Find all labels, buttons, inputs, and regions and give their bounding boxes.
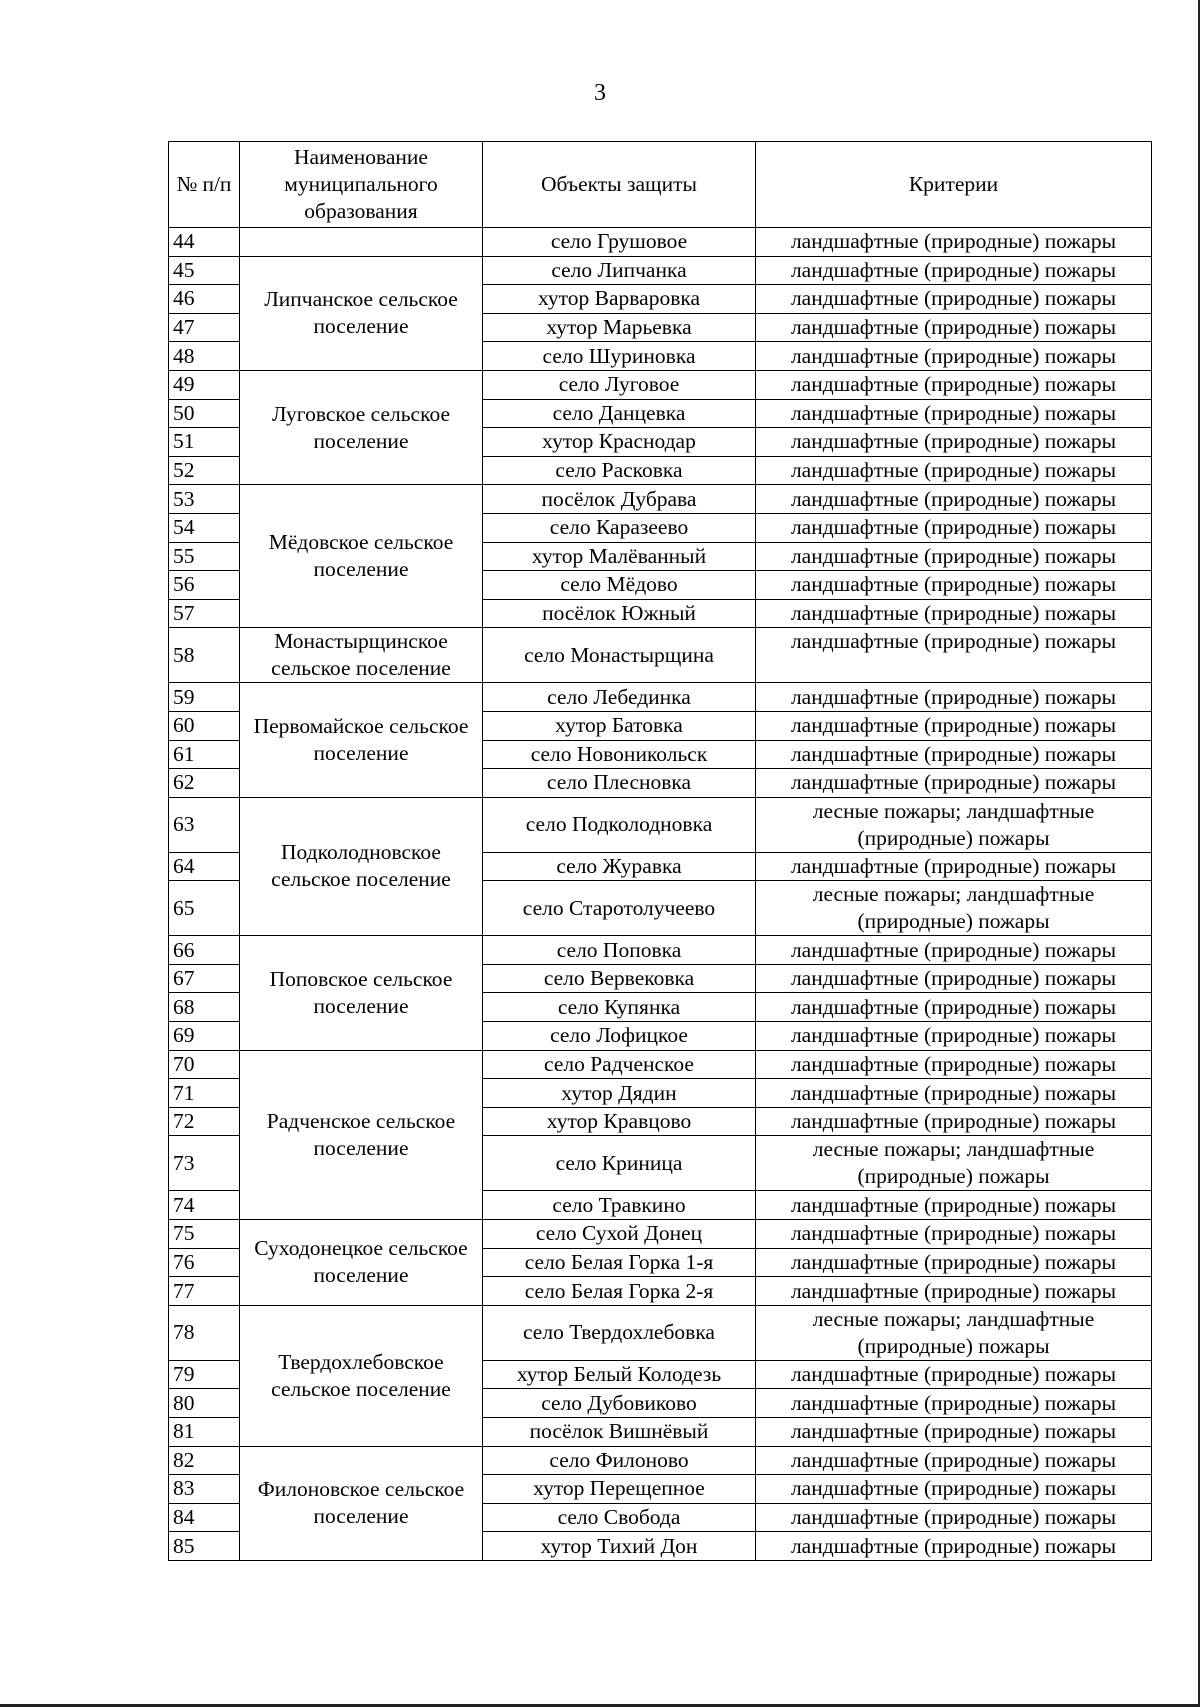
- protection-object: село Лофицкое: [483, 1022, 756, 1051]
- table-row: [169, 485, 1152, 514]
- header-municipality: Наименование муниципального образования: [240, 142, 483, 228]
- row-number: 49: [169, 370, 240, 399]
- protection-object: село Вервековка: [483, 964, 756, 993]
- table-header-row: [169, 142, 1152, 228]
- protection-object: хутор Кравцово: [483, 1107, 756, 1136]
- protection-object: хутор Белый Колодезь: [483, 1360, 756, 1389]
- protection-object: село Свобода: [483, 1503, 756, 1532]
- protection-object: село Данцевка: [483, 399, 756, 428]
- criteria: лесные пожары; ландшафтные (природные) пожары: [756, 1136, 1152, 1191]
- criteria: ландшафтные (природные) пожары: [756, 1107, 1152, 1136]
- row-number: 63: [169, 797, 240, 852]
- row-number: 53: [169, 485, 240, 514]
- criteria: ландшафтные (природные) пожары: [756, 228, 1152, 257]
- row-number: 58: [169, 628, 240, 683]
- row-number: 50: [169, 399, 240, 428]
- header-objects: Объекты защиты: [483, 142, 756, 228]
- row-number: 51: [169, 428, 240, 457]
- municipality-name: Суходонецкое сельское поселение: [240, 1220, 483, 1306]
- table-row: [169, 628, 1152, 683]
- table-row: [169, 1446, 1152, 1475]
- header-num: № п/п: [169, 142, 240, 228]
- page-number: 3: [594, 80, 606, 106]
- row-number: 59: [169, 683, 240, 712]
- protection-object: село Лебединка: [483, 683, 756, 712]
- protection-object: село Новоникольск: [483, 740, 756, 769]
- protection-object: село Расковка: [483, 456, 756, 485]
- criteria: ландшафтные (природные) пожары: [756, 1022, 1152, 1051]
- protection-object: село Сухой Донец: [483, 1220, 756, 1249]
- row-number: 66: [169, 936, 240, 965]
- criteria: ландшафтные (природные) пожары: [756, 542, 1152, 571]
- table-body: [169, 228, 1152, 1561]
- criteria: ландшафтные (природные) пожары: [756, 1220, 1152, 1249]
- criteria: ландшафтные (природные) пожары: [756, 1050, 1152, 1079]
- row-number: 78: [169, 1305, 240, 1360]
- table-row: [169, 797, 1152, 852]
- row-number: 84: [169, 1503, 240, 1532]
- protection-object: хутор Перещепное: [483, 1475, 756, 1504]
- table-row: [169, 228, 1152, 257]
- protection-object: село Белая Горка 2-я: [483, 1277, 756, 1306]
- municipality-name: Мёдовское сельское поселение: [240, 485, 483, 628]
- criteria: лесные пожары; ландшафтные (природные) пожары: [756, 881, 1152, 936]
- criteria: ландшафтные (природные) пожары: [756, 313, 1152, 342]
- protection-object: хутор Марьевка: [483, 313, 756, 342]
- row-number: 82: [169, 1446, 240, 1475]
- table-row: [169, 1050, 1152, 1079]
- protection-object: село Шуриновка: [483, 342, 756, 371]
- protection-object: село Мёдово: [483, 571, 756, 600]
- row-number: 44: [169, 228, 240, 257]
- criteria: ландшафтные (природные) пожары: [756, 456, 1152, 485]
- municipality-name: Твердохлебовское сельское поселение: [240, 1305, 483, 1446]
- municipality-name: Филоновское сельское поселение: [240, 1446, 483, 1560]
- protection-object: село Журавка: [483, 852, 756, 881]
- municipality-name: Монастырщинское сельское поселение: [240, 628, 483, 683]
- protection-object: село Грушовое: [483, 228, 756, 257]
- criteria: ландшафтные (природные) пожары: [756, 485, 1152, 514]
- criteria: ландшафтные (природные) пожары: [756, 1079, 1152, 1108]
- criteria: ландшафтные (природные) пожары: [756, 1248, 1152, 1277]
- criteria: ландшафтные (природные) пожары: [756, 769, 1152, 798]
- protection-object: село Луговое: [483, 370, 756, 399]
- table-row: [169, 936, 1152, 965]
- protection-object: посёлок Южный: [483, 599, 756, 628]
- criteria: ландшафтные (природные) пожары: [756, 852, 1152, 881]
- protection-object: село Криница: [483, 1136, 756, 1191]
- row-number: 75: [169, 1220, 240, 1249]
- criteria: ландшафтные (природные) пожары: [756, 342, 1152, 371]
- protection-object: село Купянка: [483, 993, 756, 1022]
- protection-object: село Травкино: [483, 1191, 756, 1220]
- protection-object: село Старотолучеево: [483, 881, 756, 936]
- criteria: ландшафтные (природные) пожары: [756, 1389, 1152, 1418]
- criteria: ландшафтные (природные) пожары: [756, 1446, 1152, 1475]
- protection-object: село Белая Горка 1-я: [483, 1248, 756, 1277]
- row-number: 45: [169, 256, 240, 285]
- protection-object: хутор Дядин: [483, 1079, 756, 1108]
- criteria: ландшафтные (природные) пожары: [756, 1503, 1152, 1532]
- criteria: ландшафтные (природные) пожары: [756, 599, 1152, 628]
- protection-object: село Твердохлебовка: [483, 1305, 756, 1360]
- row-number: 72: [169, 1107, 240, 1136]
- protection-object: посёлок Вишнёвый: [483, 1418, 756, 1447]
- row-number: 80: [169, 1389, 240, 1418]
- criteria: ландшафтные (природные) пожары: [756, 740, 1152, 769]
- row-number: 73: [169, 1136, 240, 1191]
- table-row: [169, 683, 1152, 712]
- protection-object: село Липчанка: [483, 256, 756, 285]
- criteria: ландшафтные (природные) пожары: [756, 1532, 1152, 1561]
- protection-object: село Каразеево: [483, 513, 756, 542]
- municipality-name: [240, 228, 483, 257]
- criteria: лесные пожары; ландшафтные (природные) пожары: [756, 797, 1152, 852]
- row-number: 77: [169, 1277, 240, 1306]
- criteria: ландшафтные (природные) пожары: [756, 399, 1152, 428]
- table-row: [169, 370, 1152, 399]
- row-number: 55: [169, 542, 240, 571]
- criteria: ландшафтные (природные) пожары: [756, 1191, 1152, 1220]
- protection-object: хутор Малёванный: [483, 542, 756, 571]
- criteria: лесные пожары; ландшафтные (природные) пожары: [756, 1305, 1152, 1360]
- criteria: ландшафтные (природные) пожары: [756, 571, 1152, 600]
- row-number: 62: [169, 769, 240, 798]
- criteria: ландшафтные (природные) пожары: [756, 285, 1152, 314]
- row-number: 60: [169, 711, 240, 740]
- row-number: 54: [169, 513, 240, 542]
- protection-object: село Радченское: [483, 1050, 756, 1079]
- protection-object: село Дубовиково: [483, 1389, 756, 1418]
- row-number: 57: [169, 599, 240, 628]
- row-number: 74: [169, 1191, 240, 1220]
- protection-objects-table: [168, 141, 1152, 1561]
- row-number: 46: [169, 285, 240, 314]
- criteria: ландшафтные (природные) пожары: [756, 964, 1152, 993]
- row-number: 85: [169, 1532, 240, 1561]
- criteria: ландшафтные (природные) пожары: [756, 683, 1152, 712]
- criteria: ландшафтные (природные) пожары: [756, 711, 1152, 740]
- criteria: ландшафтные (природные) пожары: [756, 513, 1152, 542]
- table-row: [169, 1305, 1152, 1360]
- municipality-name: Подколодновское сельское поселение: [240, 797, 483, 936]
- protection-object: село Монастырщина: [483, 628, 756, 683]
- municipality-name: Липчанское сельское поселение: [240, 256, 483, 370]
- criteria: ландшафтные (природные) пожары: [756, 1418, 1152, 1447]
- criteria: ландшафтные (природные) пожары: [756, 628, 1152, 683]
- criteria: ландшафтные (природные) пожары: [756, 370, 1152, 399]
- protection-object: посёлок Дубрава: [483, 485, 756, 514]
- municipality-name: Поповское сельское поселение: [240, 936, 483, 1050]
- criteria: ландшафтные (природные) пожары: [756, 993, 1152, 1022]
- protection-object: село Поповка: [483, 936, 756, 965]
- header-criteria: Критерии: [756, 142, 1152, 228]
- row-number: 47: [169, 313, 240, 342]
- row-number: 64: [169, 852, 240, 881]
- protection-object: хутор Варваровка: [483, 285, 756, 314]
- protection-object: хутор Батовка: [483, 711, 756, 740]
- protection-object: хутор Краснодар: [483, 428, 756, 457]
- criteria: ландшафтные (природные) пожары: [756, 428, 1152, 457]
- row-number: 68: [169, 993, 240, 1022]
- municipality-name: Луговское сельское поселение: [240, 370, 483, 484]
- row-number: 71: [169, 1079, 240, 1108]
- row-number: 79: [169, 1360, 240, 1389]
- row-number: 76: [169, 1248, 240, 1277]
- protection-object: село Плесновка: [483, 769, 756, 798]
- row-number: 70: [169, 1050, 240, 1079]
- protection-object: село Филоново: [483, 1446, 756, 1475]
- protection-object: хутор Тихий Дон: [483, 1532, 756, 1561]
- table-row: [169, 1220, 1152, 1249]
- row-number: 48: [169, 342, 240, 371]
- row-number: 61: [169, 740, 240, 769]
- row-number: 83: [169, 1475, 240, 1504]
- row-number: 69: [169, 1022, 240, 1051]
- criteria: ландшафтные (природные) пожары: [756, 1360, 1152, 1389]
- row-number: 81: [169, 1418, 240, 1447]
- table-row: [169, 256, 1152, 285]
- row-number: 52: [169, 456, 240, 485]
- row-number: 67: [169, 964, 240, 993]
- row-number: 56: [169, 571, 240, 600]
- protection-object: село Подколодновка: [483, 797, 756, 852]
- criteria: ландшафтные (природные) пожары: [756, 256, 1152, 285]
- municipality-name: Первомайское сельское поселение: [240, 683, 483, 797]
- criteria: ландшафтные (природные) пожары: [756, 1475, 1152, 1504]
- criteria: ландшафтные (природные) пожары: [756, 1277, 1152, 1306]
- criteria: ландшафтные (природные) пожары: [756, 936, 1152, 965]
- row-number: 65: [169, 881, 240, 936]
- municipality-name: Радченское сельское поселение: [240, 1050, 483, 1219]
